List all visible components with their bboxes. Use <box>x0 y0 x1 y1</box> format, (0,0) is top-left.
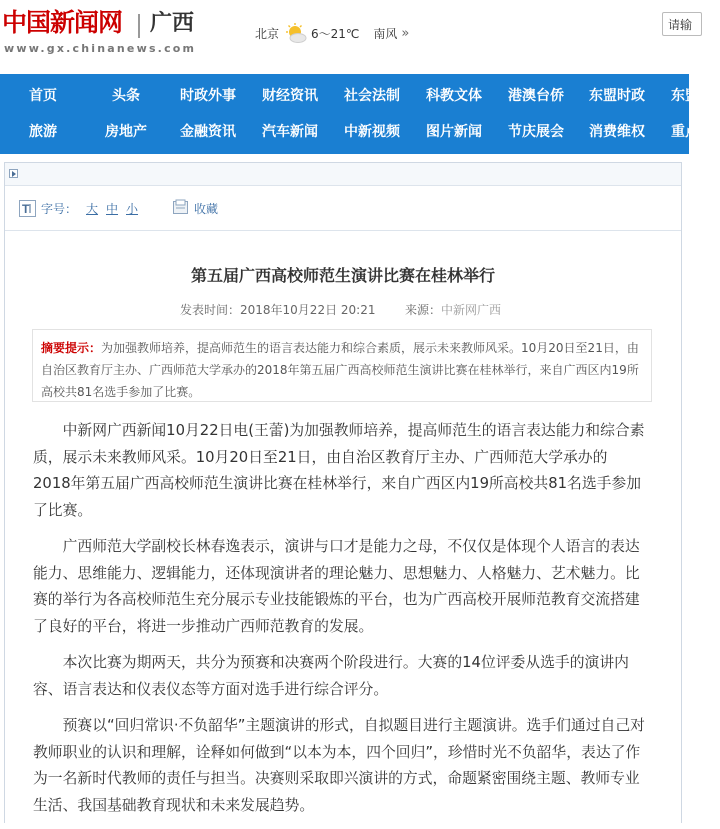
font-medium-link[interactable]: 中 <box>106 202 119 216</box>
weather-wind: 南风 <box>373 26 398 41</box>
chevron-right-icon[interactable]: » <box>401 25 410 41</box>
sun-cloud-icon <box>285 22 307 44</box>
nav-item-video[interactable]: 中新视频 <box>344 124 400 140</box>
arrow-right-icon <box>9 169 18 178</box>
article-paragraph: 预赛以“回归常识·不负韶华”主题演讲的形式，自拟题目进行主题演讲。选手们通过自己对教师职业的认识和理解，诠释如何做到“以本为本，四个回归”，珍惜时光不负韶华，表达了作为一名新时代教师的责任与担当。决赛则采取即兴演讲的方式，命题紧密围绕主题、教师专业生活、我国基础教育现状和未来发展趋势。 <box>33 717 645 814</box>
nav-item-photo[interactable]: 图片新闻 <box>426 124 482 140</box>
summary-text: 为加强教师培养，提高师范生的语言表达能力和综合素质，展示未来教师风采。10月20日至21日，由自治区教育厅主办、广西师范大学承办的2018年第五届广西高校师范生演讲比赛在桂林举行，来自广西区内19所高校共81名选手参加了比赛。 <box>41 341 639 399</box>
article-frame <box>4 162 682 823</box>
source-wrap <box>405 301 501 318</box>
nav-item-finance[interactable]: 财经资讯 <box>262 88 318 104</box>
font-size-icon <box>19 200 36 217</box>
site-header <box>0 0 693 74</box>
publish-time: 发表时间：2018年10月22日 20:21 <box>180 303 376 317</box>
favorite-link[interactable]: 收藏 <box>194 202 219 216</box>
weather-city: 北京 <box>255 26 280 41</box>
nav-item-home[interactable]: 首页 <box>29 88 57 104</box>
nav-item-real-estate[interactable]: 房地产 <box>105 124 147 140</box>
nav-item-headlines[interactable]: 头条 <box>112 88 140 104</box>
weather-widget[interactable] <box>255 21 409 45</box>
font-small-link[interactable]: 小 <box>126 202 139 216</box>
article-title: 第五届广西高校师范生演讲比赛在桂林举行 <box>190 266 495 285</box>
font-size-label: 字号： <box>41 202 78 216</box>
source-label: 来源： <box>405 303 442 317</box>
nav-item-key[interactable]: 重点 <box>671 124 699 140</box>
article-paragraph: 本次比赛为期两天，共分为预赛和决赛两个阶段进行。大赛的14位评委从选手的演讲内容、语言表达和仪表仪态等方面对选手进行综合评分。 <box>33 654 629 698</box>
article-summary <box>32 329 652 402</box>
nav-item-asean[interactable]: 东盟 <box>671 88 699 104</box>
article-toolbar <box>5 186 681 231</box>
logo-region: 广西 <box>150 11 195 36</box>
nav-row-2 <box>0 114 720 150</box>
nav-item-consumer[interactable]: 消费维权 <box>589 124 645 140</box>
logo-divider <box>138 14 140 38</box>
bookmark-icon[interactable] <box>172 199 189 216</box>
article-paragraph: 中新网广西新闻10月22日电(王蕾)为加强教师培养，提高师范生的语言表达能力和综合素质，展示未来教师风采。10月20日至21日，由自治区教育厅主办、广西师范大学承办的2018年第五届广西高校师范生演讲比赛在桂林举行，来自广西区内19所高校共81名选手参加了比赛。 <box>33 422 645 519</box>
summary-label: 摘要提示： <box>41 341 102 355</box>
nav-item-asean-politics[interactable]: 东盟时政 <box>589 88 645 104</box>
nav-item-politics[interactable]: 时政外事 <box>180 88 236 104</box>
font-large-link[interactable]: 大 <box>86 202 99 216</box>
nav-item-society[interactable]: 社会法制 <box>344 88 400 104</box>
nav-row-1 <box>0 78 720 114</box>
nav-item-hk-macau-tw[interactable]: 港澳台侨 <box>508 88 564 104</box>
site-logo[interactable] <box>2 8 207 64</box>
logo-url: www.gx.chinanews.com <box>4 42 197 55</box>
nav-item-education[interactable]: 科教文体 <box>426 88 482 104</box>
logo-chinanews: 中国新闻网 <box>2 8 123 37</box>
nav-item-auto[interactable]: 汽车新闻 <box>262 124 318 140</box>
article-paragraph: 广西师范大学副校长林春逸表示，演讲与口才是能力之母，不仅仅是体现个人语言的表达能力、思维能力、逻辑能力，还体现演讲者的理论魅力、思想魅力、人格魅力、艺术魅力。比赛的举行为各高校师范生充分展示专业技能锻炼的平台，也为广西高校开展师范教育交流搭建了良好的平台，将进一步推动广西师范教育的发展。 <box>33 538 640 635</box>
nav-item-travel[interactable]: 旅游 <box>29 124 57 140</box>
breadcrumb <box>5 163 681 186</box>
main-nav <box>0 74 699 154</box>
svg-text:T: T <box>22 202 30 216</box>
article-body <box>33 418 645 829</box>
search-input[interactable]: 请输 <box>662 12 702 36</box>
weather-temp: 6～21℃ <box>311 26 360 41</box>
source-name: 中新网广西 <box>441 303 502 317</box>
nav-item-banking[interactable]: 金融资讯 <box>180 124 236 140</box>
nav-item-festivals[interactable]: 节庆展会 <box>508 124 564 140</box>
